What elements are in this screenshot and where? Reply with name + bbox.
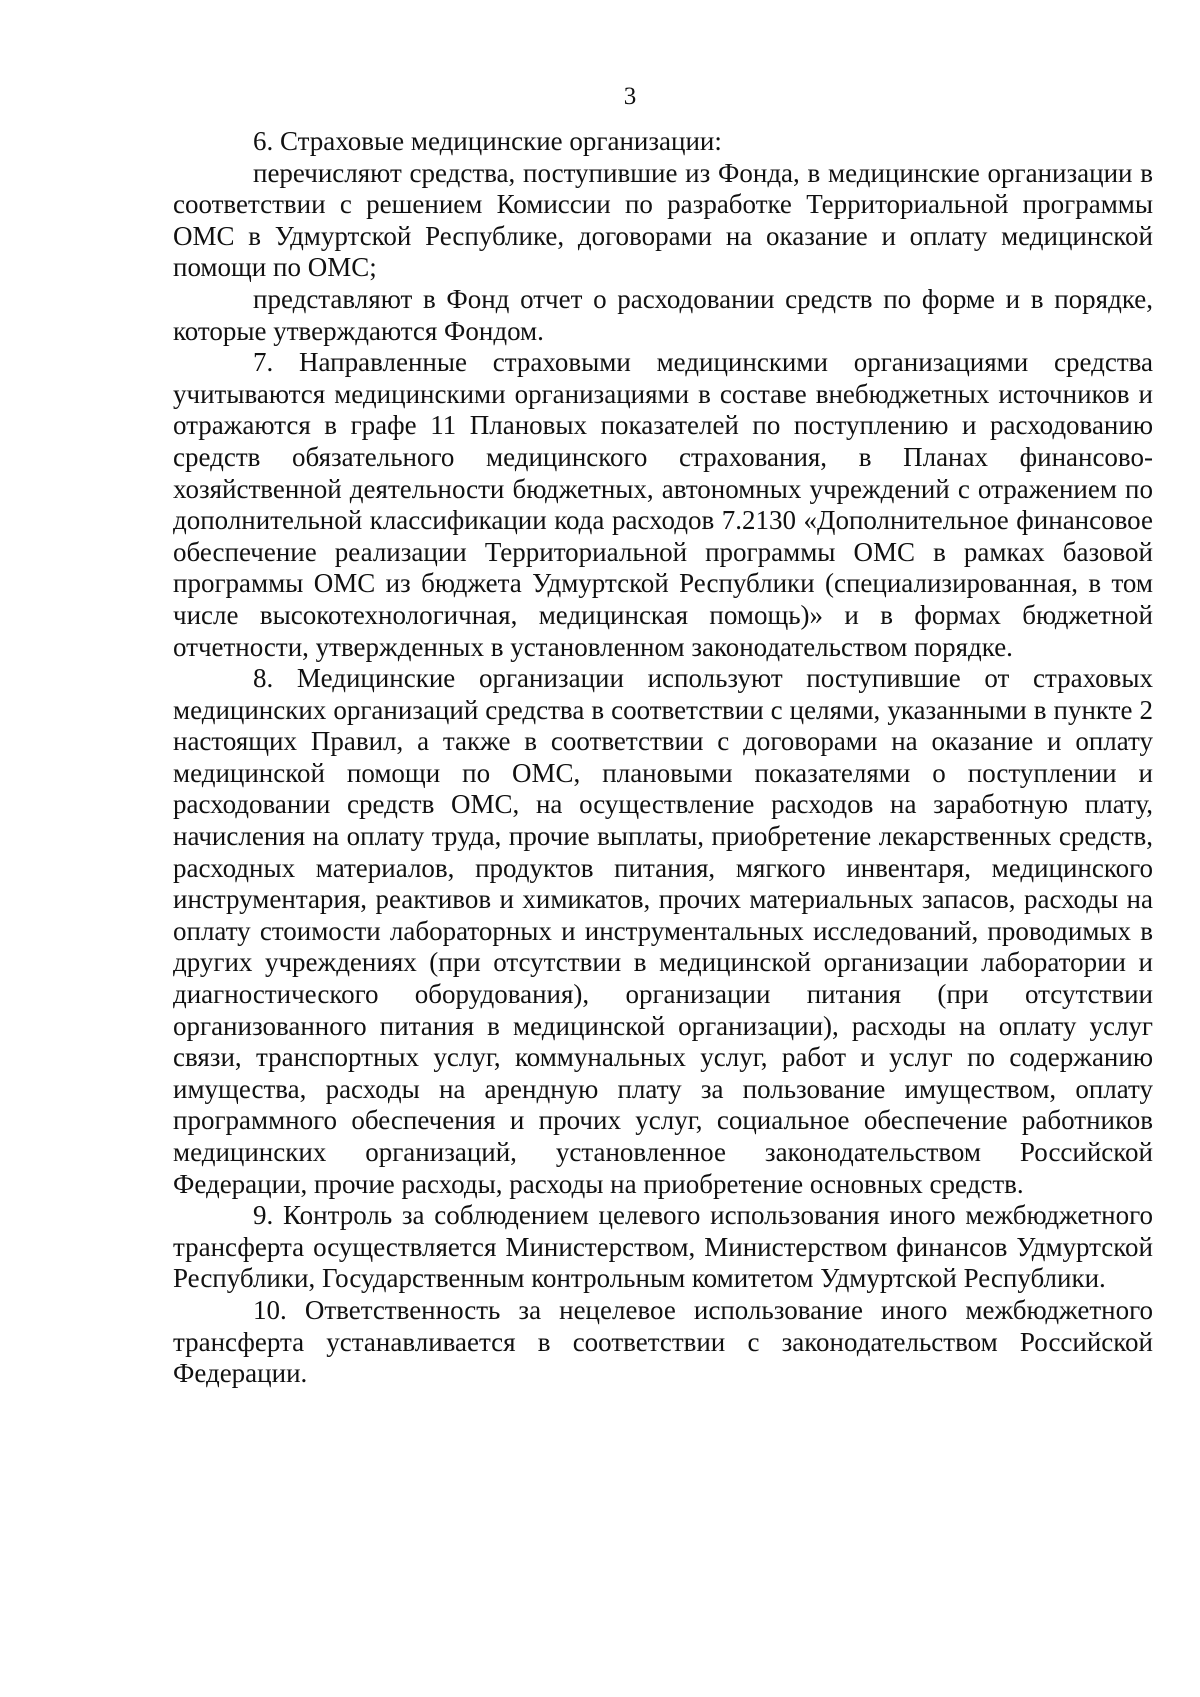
paragraph-9: 9. Контроль за соблюдением целевого использования иного межбюджетного трансферта осуществляется Министерством, Министерством финансов Удмуртской Республики, Государственным контрольным комитетом Удмуртской Республики. (173, 1200, 1153, 1294)
paragraph-10: 10. Ответственность за нецелевое использование иного межбюджетного трансферта устанавливается в соответствии с законодательством Российской Федерации. (173, 1294, 1153, 1389)
page-number: 3 (623, 83, 637, 110)
paragraph-6-heading: 6. Страховые медицинские организации: (253, 126, 722, 156)
document-body (173, 126, 1153, 1390)
paragraph-6-report: представляют в Фонд отчет о расходовании средств по форме и в порядке, которые утверждаются Фондом. (173, 283, 1153, 346)
paragraph-6-transfer-funds: перечисляют средства, поступившие из Фонда, в медицинские организации в соответствии с решением Комиссии по разработке Территориальной программы ОМС в Удмуртской Республике, договорами на оказание и оплату медицинской помощи по ОМС; (173, 157, 1153, 283)
paragraph-8: 8. Медицинские организации используют поступившие от страховых медицинских организаций средства в соответствии с целями, указанными в пункте 2 настоящих Правил, а также в соответствии с договорами на оказание и оплату медицинской помощи по ОМС, плановыми показателями о поступлении и расходовании средств ОМС, на осуществление расходов на заработную плату, начисления на оплату труда, прочие выплаты, приобретение лекарственных средств, расходных материалов, продуктов питания, мягкого инвентаря, медицинского инструментария, реактивов и химикатов, прочих материальных запасов, расходы на оплату стоимости лабораторных и инструментальных исследований, проводимых в других учреждениях (при отсутствии в медицинской организации лаборатории и диагностического оборудования), организации питания (при отсутствии организованного питания в медицинской организации), расходы на оплату услуг связи, транспортных услуг, коммунальных услуг, работ и услуг по содержанию имущества, расходы на арендную плату за пользование имуществом, оплату программного обеспечения и прочих услуг, социальное обеспечение работников медицинских организаций, установленное законодательством Российской Федерации, прочие расходы, расходы на приобретение основных средств. (173, 663, 1153, 1199)
paragraph-7: 7. Направленные страховыми медицинскими организациями средства учитываются медицинскими организациями в составе внебюджетных источников и отражаются в графе 11 Плановых показателей по поступлению и расходованию средств обязательного медицинского страхования, в Планах финансово-хозяйственной деятельности бюджетных, автономных учреждений с отражением по дополнительной классификации кода расходов 7.2130 «Дополнительное финансовое обеспечение реализации Территориальной программы ОМС в рамках базовой программы ОМС из бюджета Удмуртской Республики (специализированная, в том числе высокотехнологичная, медицинская помощь)» и в формах бюджетной отчетности, утвержденных в установленном законодательством порядке. (173, 347, 1153, 662)
